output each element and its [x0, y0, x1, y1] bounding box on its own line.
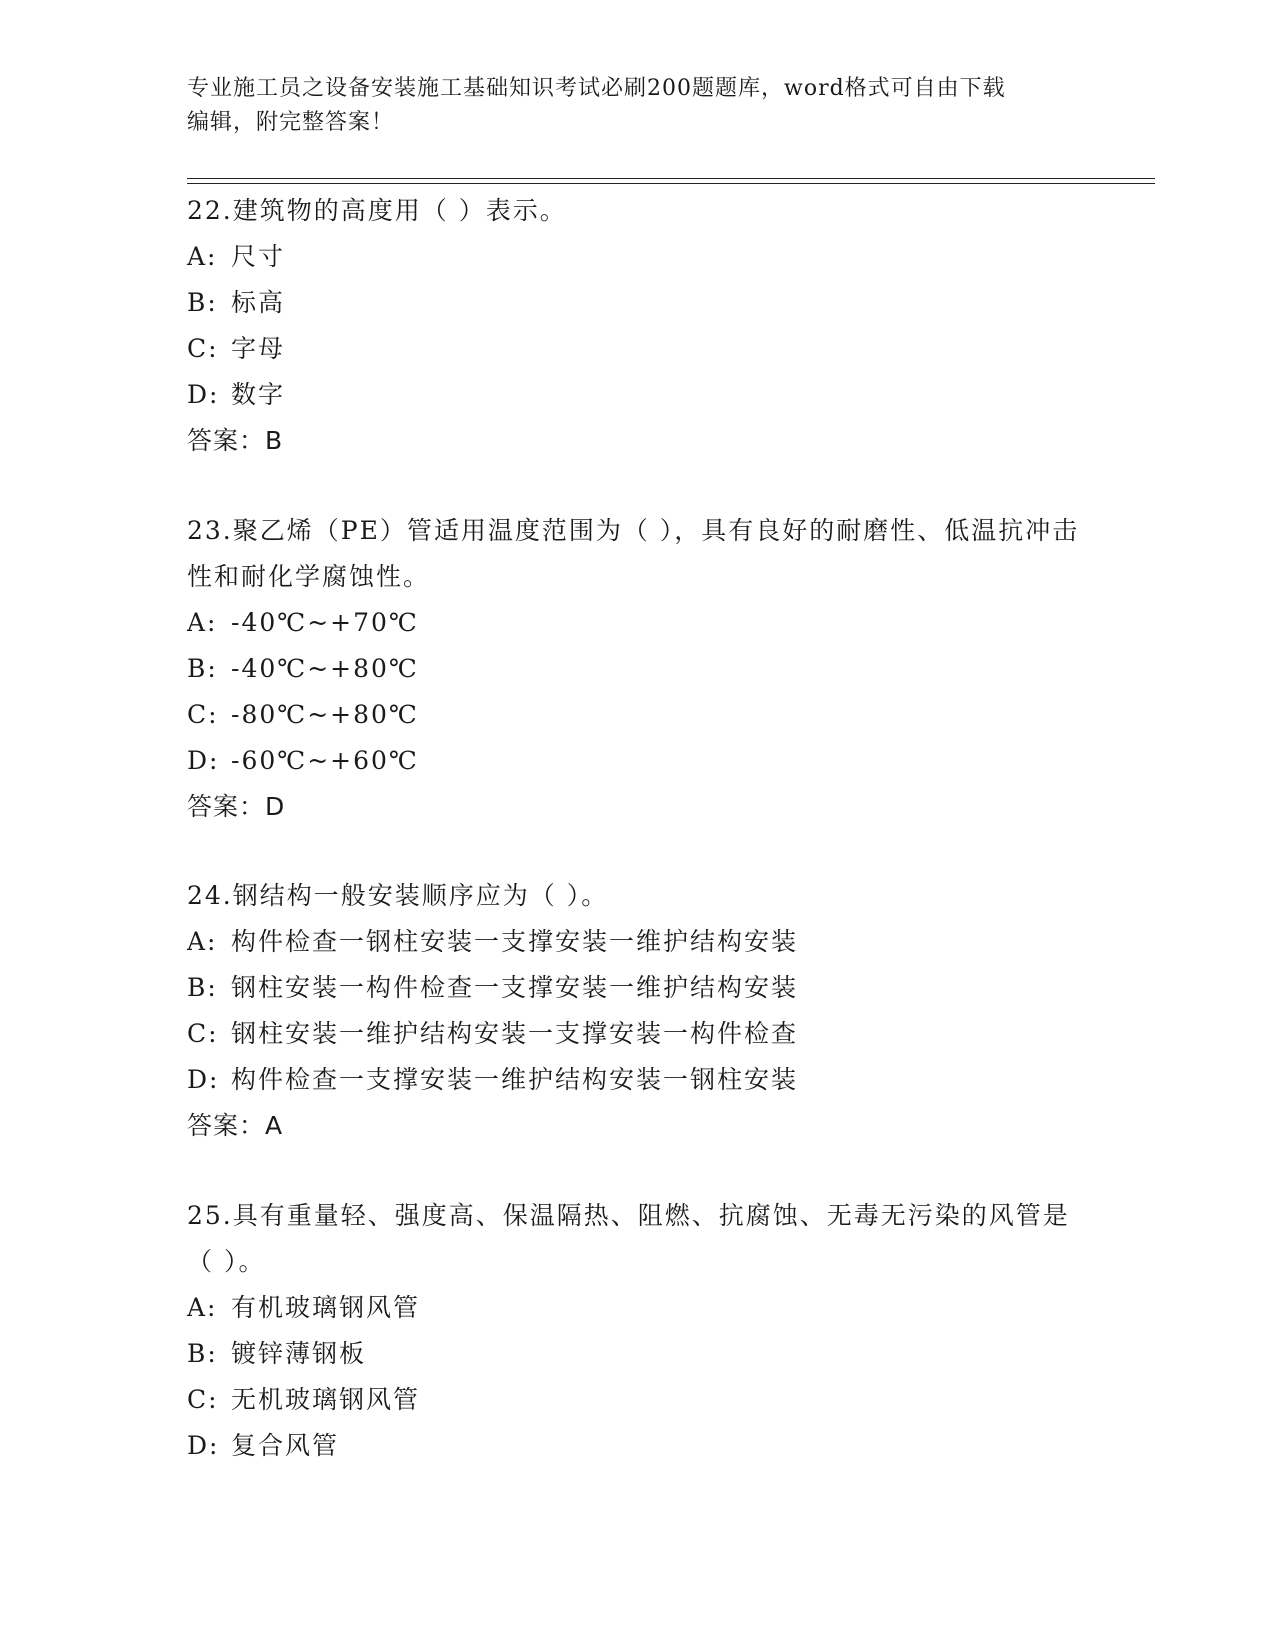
option-a — [187, 919, 1087, 965]
option-d — [187, 372, 1087, 418]
header-title-line-2: 编辑，附完整答案！ — [187, 110, 395, 135]
option-key: A: — [187, 927, 218, 956]
option-key: C: — [187, 1385, 219, 1414]
option-b — [187, 965, 1087, 1011]
question-stem: 25.具有重量轻、强度高、保温隔热、阻燃、抗腐蚀、无毒无污染的风管是（ ）。 — [187, 1201, 1070, 1276]
option-a — [187, 234, 1087, 280]
option-a — [187, 600, 1087, 646]
option-key: A: — [187, 1293, 218, 1322]
option-text: -60℃~+60℃ — [231, 746, 419, 775]
option-text: -40℃~+70℃ — [231, 608, 419, 637]
option-text: 构件检查一支撑安装一维护结构安装一钢柱安装 — [231, 1065, 799, 1094]
option-c — [187, 692, 1087, 738]
option-key: A: — [187, 242, 218, 271]
header-divider-top — [187, 178, 1155, 179]
option-b — [187, 280, 1087, 326]
option-b — [187, 646, 1087, 692]
question-stem: 22.建筑物的高度用（ ）表示。 — [187, 196, 567, 225]
option-b — [187, 1331, 1087, 1377]
option-a — [187, 1285, 1087, 1331]
option-text: 构件检查一钢柱安装一支撑安装一维护结构安装 — [231, 927, 799, 956]
option-key: D: — [187, 1065, 220, 1094]
option-key: C: — [187, 334, 219, 363]
question-stem: 23.聚乙烯（PE）管适用温度范围为（ ），具有良好的耐磨性、低温抗冲击性和耐化学腐蚀性。 — [187, 516, 1080, 591]
option-key: D: — [187, 380, 220, 409]
option-c — [187, 1011, 1087, 1057]
option-d — [187, 1423, 1087, 1469]
answer-line: 答案：A — [187, 1111, 284, 1140]
option-text: 无机玻璃钢风管 — [231, 1385, 421, 1414]
option-key: C: — [187, 700, 219, 729]
option-key: B: — [187, 1339, 218, 1368]
option-c — [187, 1377, 1087, 1423]
option-text: 字母 — [231, 334, 286, 363]
option-key: B: — [187, 654, 218, 683]
option-d — [187, 738, 1087, 784]
question-22 — [187, 188, 1087, 464]
option-text: 镀锌薄钢板 — [231, 1339, 367, 1368]
option-text: 复合风管 — [231, 1431, 340, 1460]
option-text: 标高 — [231, 288, 286, 317]
option-text: 钢柱安装一构件检查一支撑安装一维护结构安装 — [231, 973, 799, 1002]
option-d — [187, 1057, 1087, 1103]
option-key: D: — [187, 746, 220, 775]
answer-line: 答案：D — [187, 792, 286, 821]
option-key: B: — [187, 288, 218, 317]
option-key: A: — [187, 608, 218, 637]
option-text: 有机玻璃钢风管 — [231, 1293, 421, 1322]
question-24 — [187, 873, 1087, 1149]
document-header — [187, 72, 1067, 140]
option-key: C: — [187, 1019, 219, 1048]
option-key: D: — [187, 1431, 220, 1460]
header-divider-bottom — [187, 183, 1155, 184]
option-text: 数字 — [231, 380, 286, 409]
option-text: -40℃~+80℃ — [231, 654, 419, 683]
header-title-line-1: 专业施工员之设备安装施工基础知识考试必刷200题题库，word格式可自由下载 — [187, 76, 1006, 101]
option-key: B: — [187, 973, 218, 1002]
option-c — [187, 326, 1087, 372]
option-text: -80℃~+80℃ — [231, 700, 419, 729]
answer-line: 答案：B — [187, 426, 284, 455]
question-stem: 24.钢结构一般安装顺序应为（ ）。 — [187, 881, 609, 910]
question-25 — [187, 1193, 1087, 1469]
question-23 — [187, 508, 1087, 830]
option-text: 钢柱安装一维护结构安装一支撑安装一构件检查 — [231, 1019, 799, 1048]
option-text: 尺寸 — [231, 242, 286, 271]
